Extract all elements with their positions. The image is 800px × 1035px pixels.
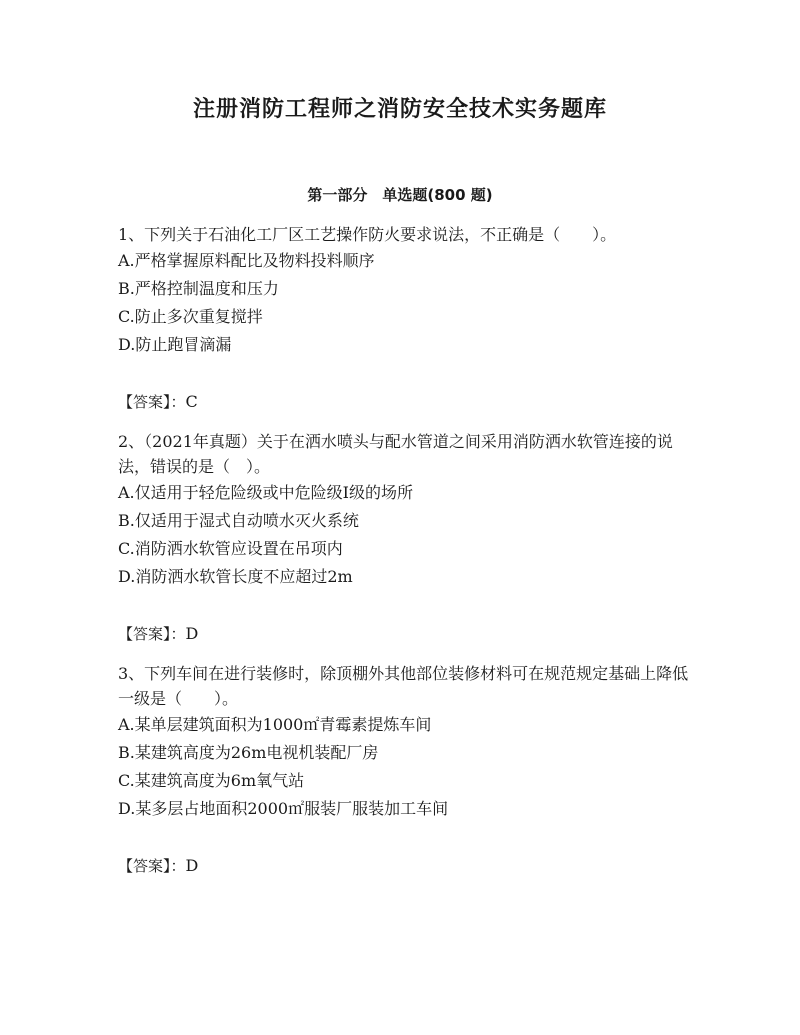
- answer-label: 【答案】：: [118, 393, 186, 411]
- question-stem: 3、下列车间在进行装修时，除顶棚外其他部位装修材料可在规范规定基础上降低一级是（ ）。: [118, 664, 689, 708]
- options-list: [118, 711, 698, 823]
- question-list: [118, 222, 698, 879]
- option-c: C.防止多次重复搅拌: [118, 307, 263, 326]
- question-1: [118, 222, 698, 429]
- option-c: C.消防洒水软管应设置在吊项内: [118, 539, 343, 558]
- answer-value: C: [185, 392, 198, 411]
- answer-line: [118, 853, 698, 879]
- answer-label: 【答案】：: [118, 625, 186, 643]
- option-c: C.某建筑高度为6m氧气站: [118, 771, 305, 790]
- option-a: A.仅适用于轻危险级或中危险级Ⅰ级的场所: [118, 483, 413, 502]
- option-a: A.严格掌握原料配比及物料投料顺序: [118, 251, 375, 270]
- option-d: D.消防洒水软管长度不应超过2m: [118, 567, 353, 586]
- option-b: B.严格控制温度和压力: [118, 279, 279, 298]
- answer-label: 【答案】：: [118, 857, 186, 875]
- option-d: D.某多层占地面积2000㎡服装厂服装加工车间: [118, 799, 449, 818]
- option-d: D.防止跑冒滴漏: [118, 335, 232, 354]
- question-stem: 2、（2021年真题）关于在洒水喷头与配水管道之间采用消防洒水软管连接的说法，错误的是（ ）。: [118, 432, 673, 476]
- option-b: B.仅适用于湿式自动喷水灭火系统: [118, 511, 359, 530]
- answer-line: [118, 389, 698, 415]
- option-b: B.某建筑高度为26m电视机装配厂房: [118, 743, 379, 762]
- options-list: [118, 479, 698, 591]
- question-2: [118, 429, 698, 661]
- option-a: A.某单层建筑面积为1000㎡青霉素提炼车间: [118, 715, 432, 734]
- answer-value: D: [185, 856, 199, 875]
- question-stem: 1、下列关于石油化工厂区工艺操作防火要求说法，不正确是（ ）。: [118, 225, 617, 244]
- answer-line: [118, 621, 698, 647]
- section-title: 第一部分 单选题(800 题): [307, 186, 493, 204]
- answer-value: D: [185, 624, 199, 643]
- document-title: 注册消防工程师之消防安全技术实务题库: [192, 97, 607, 122]
- options-list: [118, 247, 698, 359]
- question-3: [118, 661, 698, 879]
